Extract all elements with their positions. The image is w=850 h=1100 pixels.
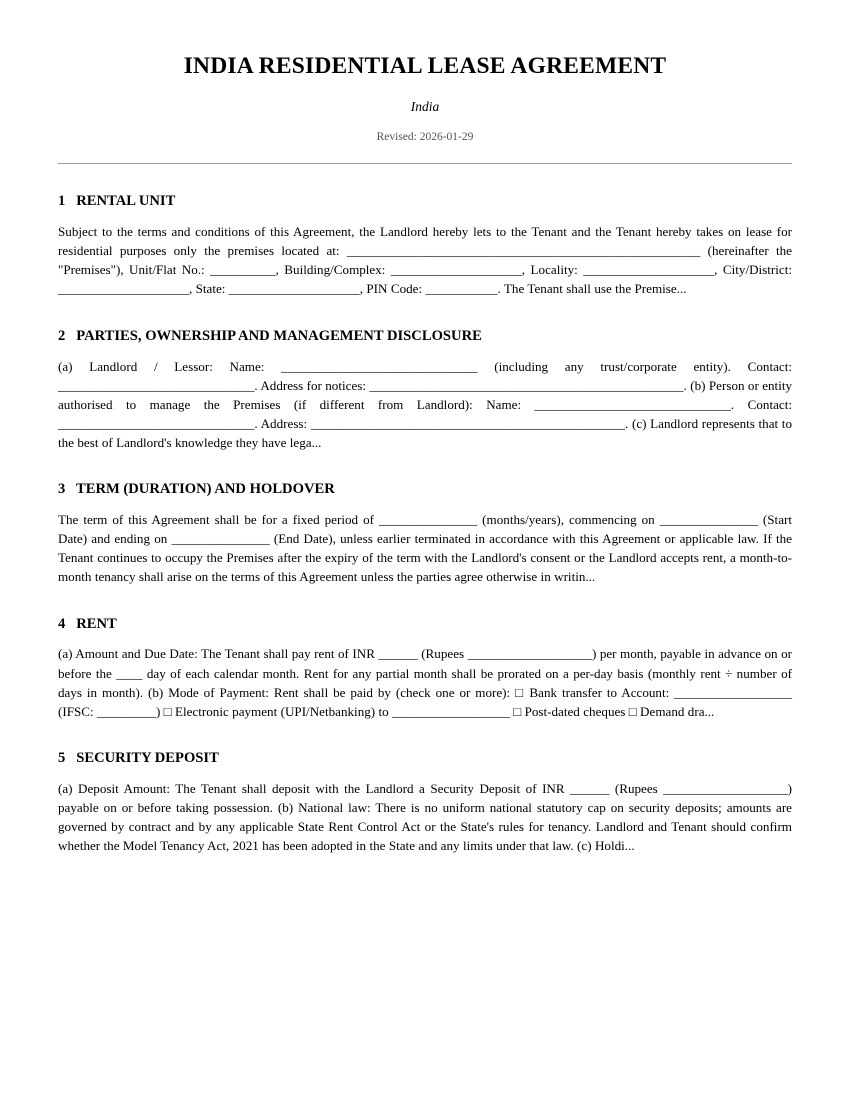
section-body-4: (a) Amount and Due Date: The Tenant shall pay rent of INR ______ (Rupees ___________________) per month, payable in advance on or before the ____ day of each calendar month. Rent for any partial month shall be prorated on a per-day basis (monthly rent ÷ number of days in month). (b) Mode of Payment: Rent shall be paid by (check one or more): □ Bank transfer to Account: __________________ (IFSC: _________) □ Electronic payment (UPI/Netbanking) to __________________ □ Post-dated cheques □ Demand dra...	[58, 646, 792, 719]
section-heading-3: 3 TERM (DURATION) AND HOLDOVER	[58, 481, 335, 498]
section-body-3: The term of this Agreement shall be for a fixed period of _______________ (months/years), commencing on _______________ (Start Date) and ending on _______________ (End Date), unless earlier terminated in accordance with this Agreement or applicable law. If the Tenant continues to occupy the Premises after the expiry of the term with the Landlord's consent or the Landlord accepts rent, a month-to-month tenancy shall arise on the terms of this Agreement unless the parties agree otherwise in writin...	[58, 512, 792, 585]
section-heading-2: 2 PARTIES, OWNERSHIP AND MANAGEMENT DISCLOSURE	[58, 327, 482, 344]
section-security-deposit	[58, 721, 792, 855]
section-heading-1: 1 RENTAL UNIT	[58, 193, 176, 210]
section-body-1: Subject to the terms and conditions of this Agreement, the Landlord hereby lets to the Tenant and the Tenant hereby takes on lease for residential purposes only the premises located at: ______________________________________________________ (hereinafter the "Premises"), Unit/Flat No.: __________, Building/Complex: ____________________, Locality: ____________________, City/District: ____________________, State: ____________________, PIN Code: ___________. The Tenant shall use the Premise...	[58, 224, 792, 297]
section-rent	[58, 587, 792, 721]
page-title: INDIA RESIDENTIAL LEASE AGREEMENT	[183, 53, 667, 79]
section-parties-ownership-management-disclosure	[58, 299, 792, 453]
section-body-5: (a) Deposit Amount: The Tenant shall deposit with the Landlord a Security Deposit of INR ______ (Rupees ___________________) payable on or before taking possession. (b) National law: There is no uniform national statutory cap on security deposits; amounts are governed by contract and by any applicable State Rent Control Act or the State's rules for tenancy. Landlord and Tenant should confirm whether the Model Tenancy Act, 2021 has been adopted in the State and any limits under that law. (c) Holdi...	[58, 780, 792, 854]
section-heading-5: 5 SECURITY DEPOSIT	[58, 749, 219, 766]
section-heading-4: 4 RENT	[58, 615, 117, 632]
document-jurisdiction: India	[410, 99, 440, 115]
section-rental-unit	[58, 164, 792, 298]
document-revised-date: Revised: 2026-01-29	[376, 131, 474, 144]
section-body-2: (a) Landlord / Lessor: Name: ______________________________ (including any trust/corporate entity). Contact: ______________________________. Address for notices: ________________________________________________. (b) Person or entity authorised to manage the Premises (if different from Landlord): Name: ______________________________. Contact: ______________________________. Address: ________________________________________________. (c) Landlord represents that to the best of Landlord's knowledge they have lega...	[58, 358, 793, 450]
section-term-duration-and-holdover	[58, 452, 792, 586]
